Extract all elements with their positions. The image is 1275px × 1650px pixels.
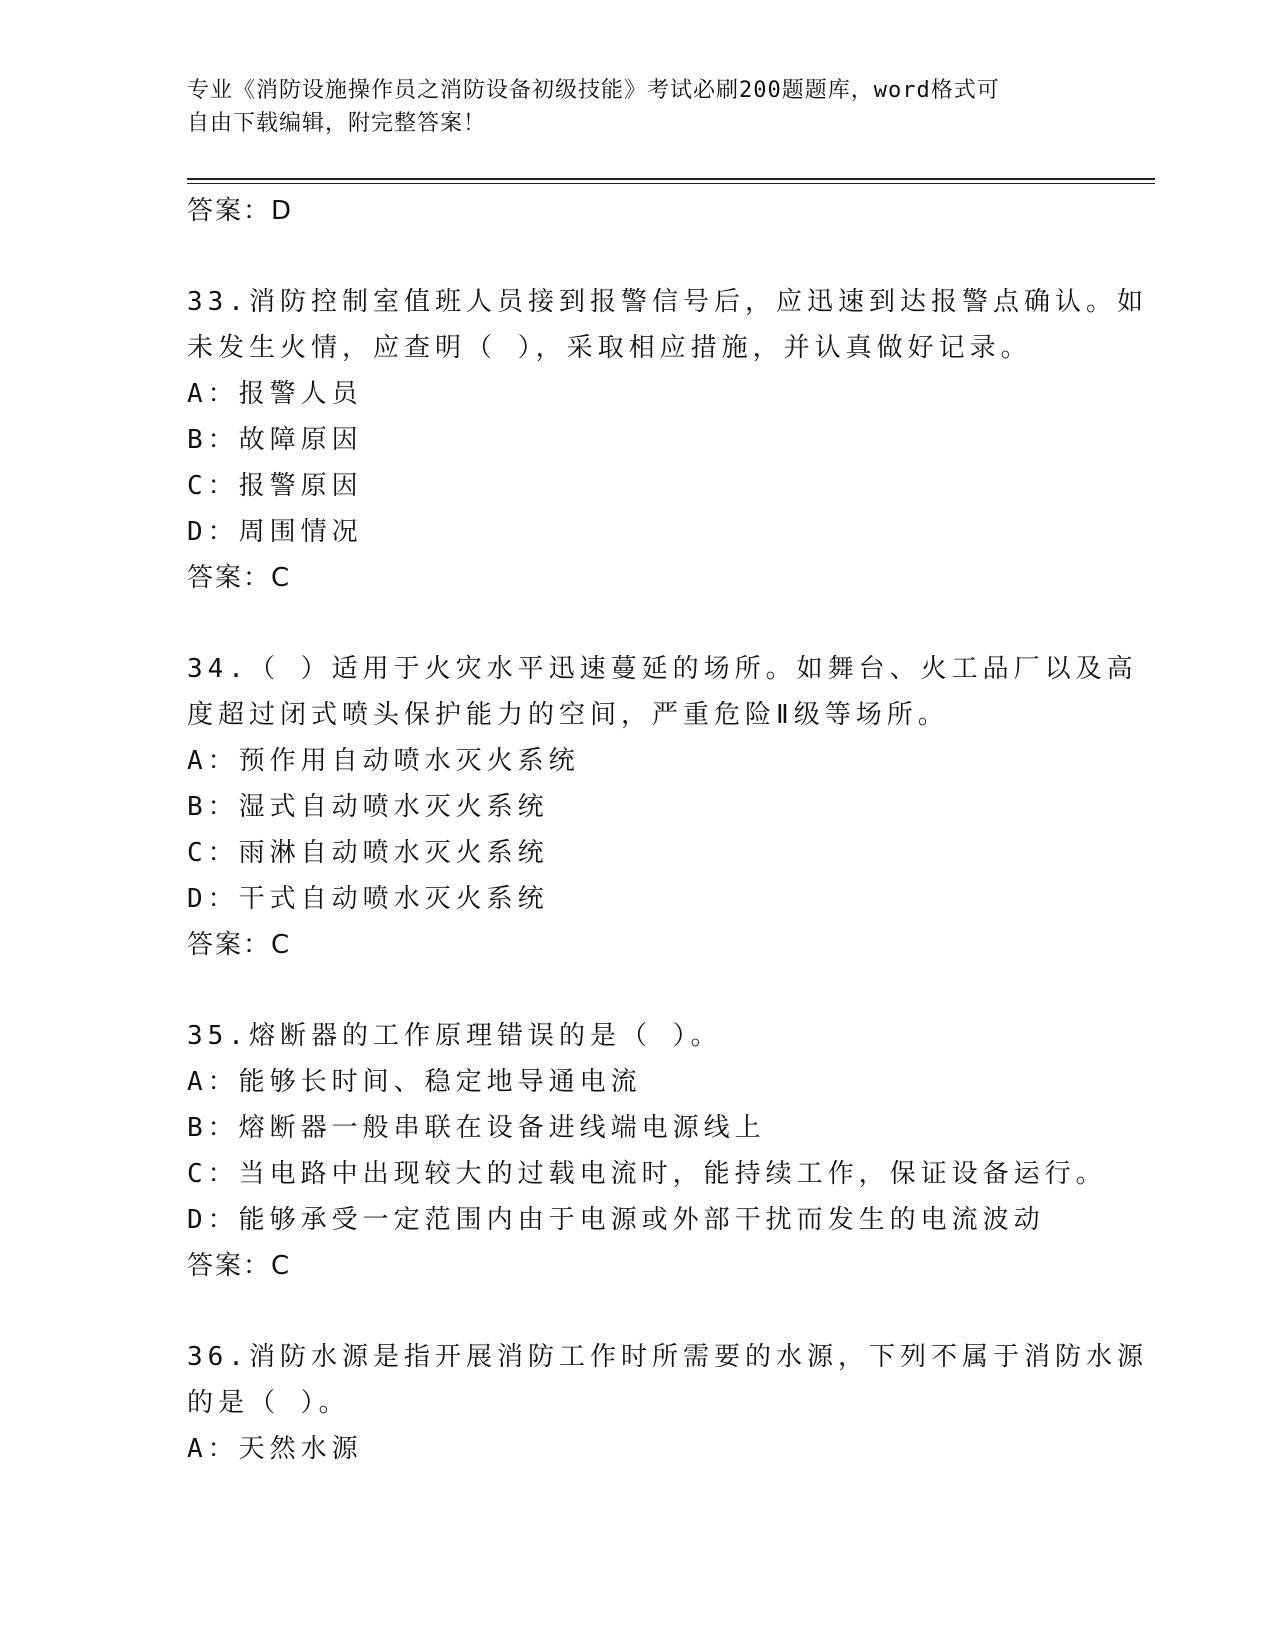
question-text-line: 33.消防控制室值班人员接到报警信号后，应迅速到达报警点确认。如 xyxy=(187,287,1148,317)
option-d: D：干式自动喷水灭火系统 xyxy=(187,884,549,914)
question-35 xyxy=(187,1013,1107,1289)
section-gap xyxy=(187,968,1087,1013)
answer-line: 答案：C xyxy=(187,1251,292,1281)
option-b: B：湿式自动喷水灭火系统 xyxy=(187,792,549,822)
option-a: A：能够长时间、稳定地导通电流 xyxy=(187,1067,642,1097)
option-b: B：熔断器一般串联在设备进线端电源线上 xyxy=(187,1113,766,1143)
question-text-line: 36.消防水源是指开展消防工作时所需要的水源，下列不属于消防水源 xyxy=(187,1342,1148,1372)
question-content xyxy=(187,188,1148,1472)
question-34 xyxy=(187,646,1138,968)
section-gap xyxy=(187,601,1087,646)
section-gap xyxy=(187,1289,1087,1334)
question-text-line: 35.熔断器的工作原理错误的是（ ）。 xyxy=(187,1021,722,1051)
option-c: C：当电路中出现较大的过载电流时，能持续工作，保证设备运行。 xyxy=(187,1159,1107,1189)
header-line-1: 专业《消防设施操作员之消防设备初级技能》考试必刷200题题库，word格式可 xyxy=(187,78,1000,103)
question-text-line: 34.（ ）适用于火灾水平迅速蔓延的场所。如舞台、火工品厂以及高 xyxy=(187,654,1138,684)
document-header xyxy=(187,74,1067,140)
question-text-line: 未发生火情，应查明（ ），采取相应措施，并认真做好记录。 xyxy=(187,333,1032,363)
header-divider-thin xyxy=(187,183,1155,184)
option-a: A：预作用自动喷水灭火系统 xyxy=(187,746,580,776)
option-d: D：周围情况 xyxy=(187,517,363,547)
question-33 xyxy=(187,279,1148,601)
header-line-2: 自由下载编辑，附完整答案！ xyxy=(187,111,487,136)
answer-line: 答案：D xyxy=(187,196,294,226)
question-36 xyxy=(187,1334,1148,1472)
question-text-line: 度超过闭式喷头保护能力的空间，严重危险Ⅱ级等场所。 xyxy=(187,700,949,730)
option-b: B：故障原因 xyxy=(187,425,363,455)
option-a: A：天然水源 xyxy=(187,1434,363,1464)
answer-line: 答案：C xyxy=(187,930,292,960)
question-text-line: 的是（ ）。 xyxy=(187,1388,350,1418)
section-gap xyxy=(187,234,1087,279)
option-c: C：报警原因 xyxy=(187,471,363,501)
option-a: A：报警人员 xyxy=(187,379,363,409)
header-divider-thick xyxy=(187,178,1155,180)
answer-line: 答案：C xyxy=(187,563,292,593)
option-d: D：能够承受一定范围内由于电源或外部干扰而发生的电流波动 xyxy=(187,1205,1045,1235)
option-c: C：雨淋自动喷水灭火系统 xyxy=(187,838,549,868)
